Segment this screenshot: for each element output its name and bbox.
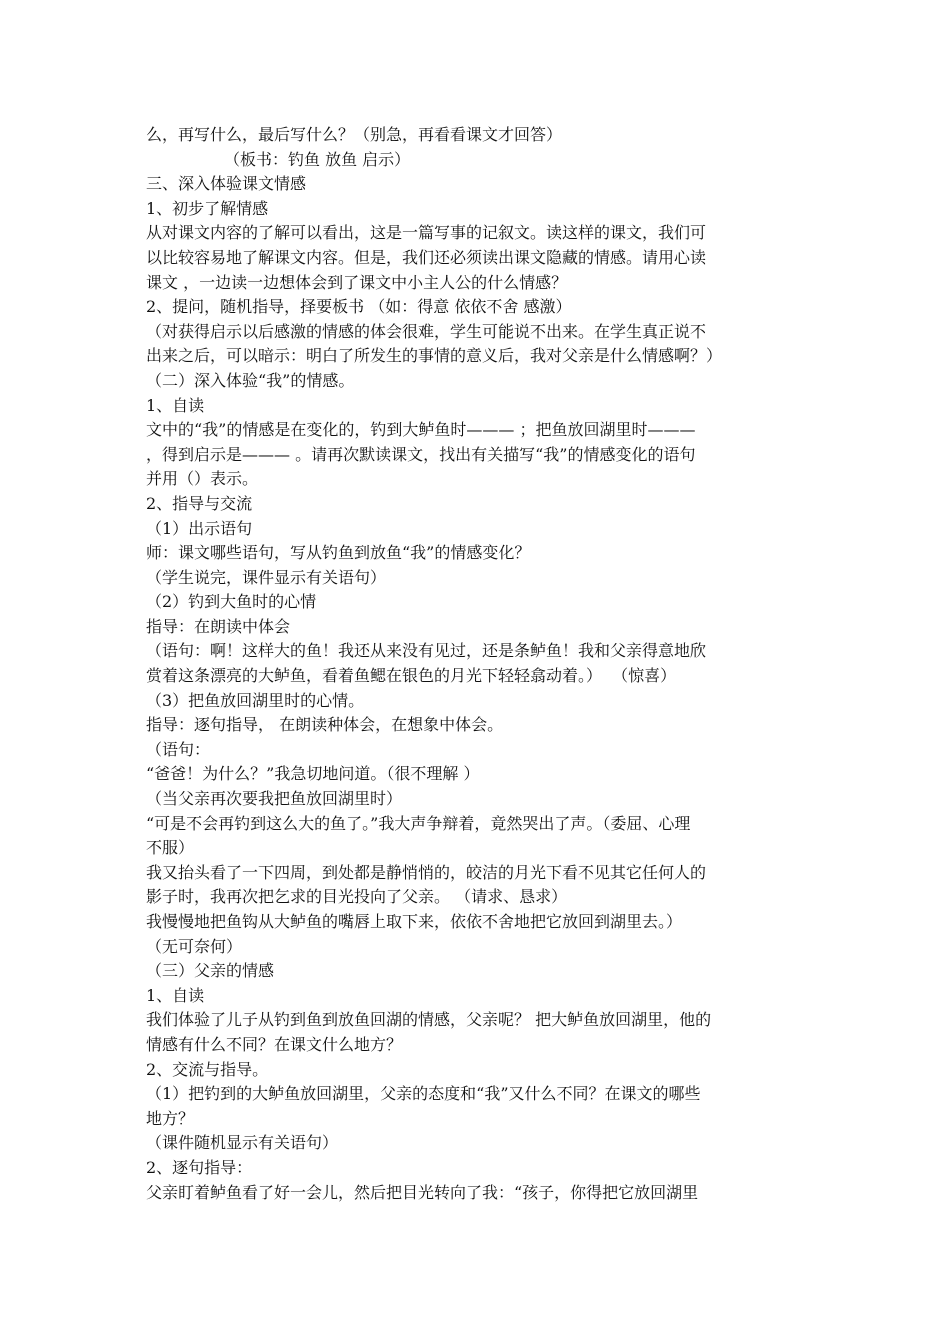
text-line: （学生说完，课件显示有关语句） [146,567,387,587]
text-line: （2）钓到大鱼时的心情 [146,592,317,612]
text-line: （1）出示语句 [146,518,253,538]
section-heading: （二）深入体验“我”的情感。 [146,370,355,390]
text-line: 指导：在朗读中体会 [146,616,291,636]
subsection-heading: 2、指导与交流 [146,493,253,513]
text-line: 情感有什么不同？在课文什么地方？ [146,1034,403,1054]
text-line: 么，再写什么，最后写什么？（别急，再看看课文才回答） [146,125,563,144]
document-body [146,123,812,1205]
text-line: 父亲盯着鲈鱼看了好一会儿，然后把目光转向了我：“孩子，你得把它放回湖里 [146,1182,699,1202]
text-line: （语句：啊！这样大的鱼！我还从来没有见过，还是条鲈鱼！我和父亲得意地欣 [146,641,707,661]
subsection-heading: 2、交流与指导。 [146,1059,269,1079]
text-line: “爸爸！为什么？”我急切地问道。（很不理解 ） [146,764,480,784]
text-line: （1）把钓到的大鲈鱼放回湖里，父亲的态度和“我”又什么不同？在课文的哪些 [146,1084,701,1104]
text-line: ，得到启示是——— 。请再次默读课文，找出有关描写“我”的情感变化的语句 [146,444,696,464]
text-line: （3）把鱼放回湖里时的心情。 [146,690,365,710]
text-line: 地方？ [146,1108,195,1128]
subsection-heading: 1、初步了解情感 [146,198,269,218]
text-line: 赏着这条漂亮的大鲈鱼，看着鱼鳃在银色的月光下轻轻翕动着。） （惊喜） [146,666,677,686]
text-line: （语句： [146,739,211,759]
text-line: “可是不会再钓到这么大的鱼了。”我大声争辩着，竟然哭出了声。（委屈、心理 [146,813,691,833]
text-line: （当父亲再次要我把鱼放回湖里时） [146,789,403,809]
text-line: 影子时，我再次把乞求的目光投向了父亲。 （请求、恳求） [146,887,568,907]
text-line: （无可奈何） [146,936,243,956]
text-line: 从对课文内容的了解可以看出，这是一篇写事的记叙文。读这样的课文，我们可 [146,223,707,243]
subsection-heading: 2、逐句指导： [146,1157,253,1177]
section-heading: （三）父亲的情感 [146,961,275,981]
text-line: 不服） [146,838,195,858]
text-line: 师：课文哪些语句，写从钓鱼到放鱼“我”的情感变化？ [146,543,531,563]
text-line: 我又抬头看了一下四周，到处都是静悄悄的，皎洁的月光下看不见其它任何人的 [146,862,707,882]
board-note-line: （板书：钓鱼 放鱼 启示） [224,149,411,169]
text-line: 我慢慢地把鱼钩从大鲈鱼的嘴唇上取下来，依依不舍地把它放回到湖里去。） [146,912,683,931]
subsection-heading: 2、提问，随机指导，择要板书 （如：得意 依依不舍 感激） [146,297,572,317]
subsection-heading: 1、自读 [146,985,205,1005]
text-line: （对获得启示以后感激的情感的体会很难，学生可能说不出来。在学生真正说不 [146,321,707,341]
text-line: （课件随机显示有关语句） [146,1133,339,1153]
section-heading: 三、深入体验课文情感 [146,174,307,194]
text-line: 并用（）表示。 [146,469,259,489]
text-line: 我们体验了儿子从钓到鱼到放鱼回湖的情感，父亲呢？ 把大鲈鱼放回湖里，他的 [146,1010,712,1030]
text-line: 指导：逐句指导， 在朗读种体会，在想象中体会。 [146,715,504,735]
text-line: 出来之后，可以暗示：明白了所发生的事情的意义后，我对父亲是什么情感啊？） [146,346,723,366]
text-line: 文中的“我”的情感是在变化的，钓到大鲈鱼时——— ；把鱼放回湖里时——— [146,420,696,440]
text-line: 课文 ，一边读一边想体会到了课文中小主人公的什么情感？ [146,272,568,292]
subsection-heading: 1、自读 [146,395,205,415]
text-line: 以比较容易地了解课文内容。但是，我们还必须读出课文隐藏的情感。请用心读 [146,247,707,267]
